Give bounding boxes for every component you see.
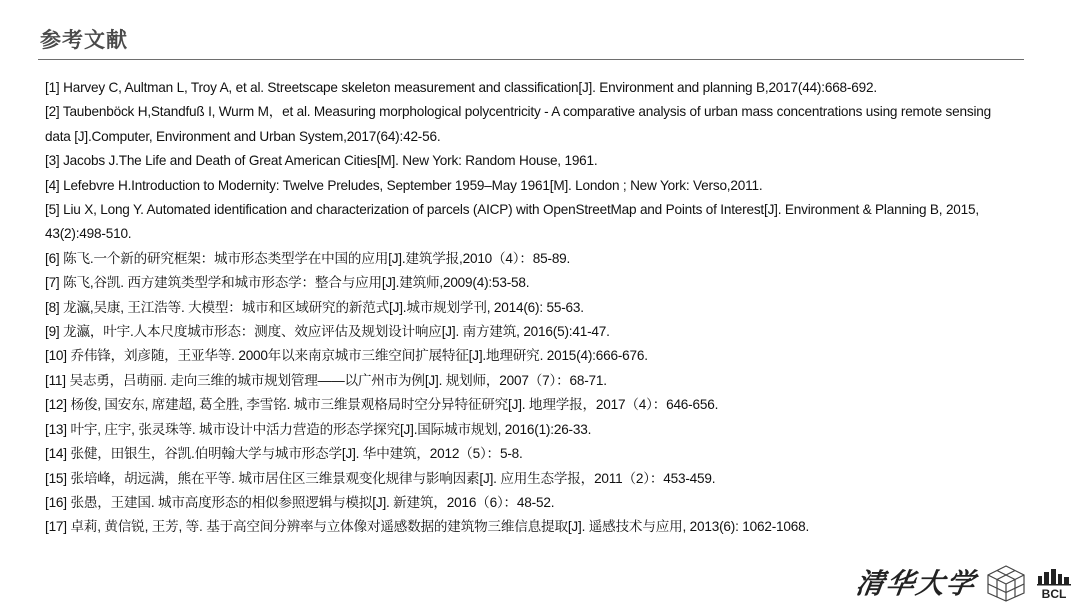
reference-item: [12] 杨俊, 国安东, 席建超, 葛全胜, 李雪铭. 城市三维景观格局时空分异特征研究[J]. 地理学报，2017（4）：646-656. xyxy=(45,397,719,413)
reference-item: [7] 陈飞,谷凯. 西方建筑类型学和城市形态学：整合与应用[J].建筑师,2009(4):53-58. xyxy=(45,275,530,291)
reference-item: [9] 龙瀛，叶宇.人本尺度城市形态：测度、效应评估及规划设计响应[J]. 南方建筑, 2016(5):41-47. xyxy=(45,324,610,340)
reference-item: [6] 陈飞.一个新的研究框架：城市形态类型学在中国的应用[J].建筑学报,2010（4）：85-89. xyxy=(45,250,571,266)
reference-item: [10] 乔伟锋，刘彦随，王亚华等. 2000年以来南京城市三维空间扩展特征[J].地理研究. 2015(4):666-676. xyxy=(45,348,648,364)
reference-item: [2] Taubenböck H,Standfuß I, Wurm M，et al. Measuring morphological polycentricity - A comparative analysis of urban mass concentrations using remote sensing data [J].Computer, Environment and Urban System,2017(64):42-56. xyxy=(45,104,992,144)
reference-item: [1] Harvey C, Aultman L, Troy A, et al. Streetscape skeleton measurement and classification[J]. Environment and planning B,2017(44):668-692. xyxy=(45,80,877,95)
title-divider xyxy=(38,59,1024,60)
reference-item: [13] 叶宇, 庄宇, 张灵珠等. 城市设计中活力营造的形态学探究[J].国际城市规划, 2016(1):26-33. xyxy=(45,421,592,437)
footer-logos xyxy=(853,562,1072,602)
reference-list xyxy=(45,76,1005,540)
reference-item: [4] Lefebvre H.Introduction to Modernity: Twelve Preludes, September 1959–May 1961[M]. London ; New York: Verso,2011. xyxy=(45,177,763,193)
bcl-logo xyxy=(1036,566,1072,602)
reference-item: [15] 张培峰，胡远满，熊在平等. 城市居住区三维景观变化规律与影响因素[J]. 应用生态学报，2011（2）：453-459. xyxy=(45,470,716,486)
bcl-logo-text: BCL xyxy=(1041,587,1067,601)
tsinghua-logo: 清华大学 xyxy=(853,567,979,600)
reference-item: [3] Jacobs J.The Life and Death of Great American Cities[M]. New York: Random House, 1961. xyxy=(45,153,598,169)
reference-item: [17] 卓莉, 黄信锐, 王芳, 等. 基于高空间分辨率与立体像对遥感数据的建筑物三维信息提取[J]. 遥感技术与应用, 2013(6): 1062-1068. xyxy=(45,519,810,535)
page-title: 参考文献 xyxy=(40,28,128,52)
reference-item: [8] 龙瀛,吴康, 王江浩等. 大模型：城市和区域研究的新范式[J].城市规划学刊, 2014(6): 55-63. xyxy=(45,299,584,315)
cube-icon xyxy=(984,564,1028,602)
reference-item: [14] 张健，田银生，谷凯.伯明翰大学与城市形态学[J]. 华中建筑，2012（5）：5-8. xyxy=(45,446,523,462)
reference-item: [11] 吴志勇，吕萌丽. 走向三维的城市规划管理——以广州市为例[J]. 规划师，2007（7）：68-71. xyxy=(45,372,607,388)
reference-item: [16] 张愚，王建国. 城市高度形态的相似参照逻辑与模拟[J]. 新建筑，2016（6）：48-52. xyxy=(45,494,555,510)
reference-item: [5] Liu X, Long Y. Automated identification and characterization of parcels (AICP) with OpenStreetMap and Points of Interest[J]. Environment & Planning B, 2015, 43(2):498-510. xyxy=(45,202,979,242)
